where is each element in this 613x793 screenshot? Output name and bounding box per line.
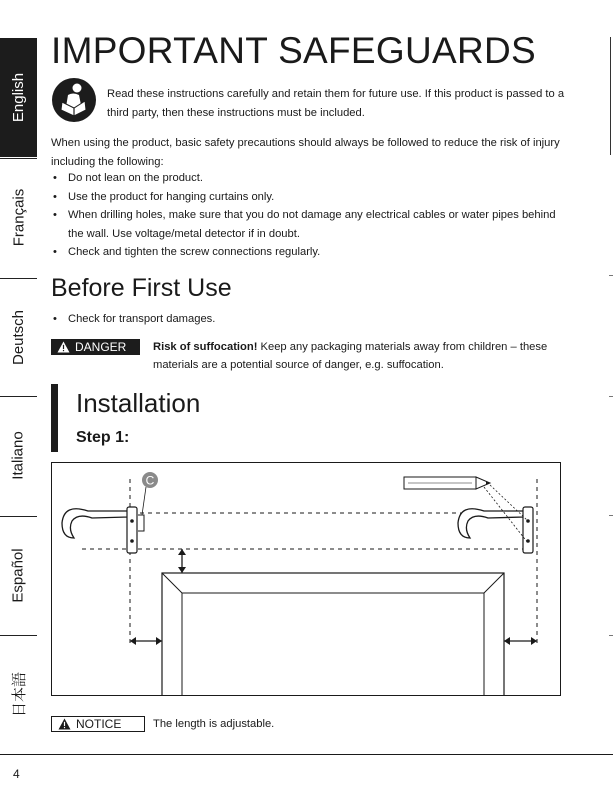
lang-tab-espanol[interactable] <box>0 516 37 635</box>
page-edge-tick <box>609 396 613 397</box>
page-title: IMPORTANT SAFEGUARDS <box>51 30 537 71</box>
leader-line <box>142 487 146 515</box>
installation-illustration <box>52 463 561 696</box>
lang-tab-label: Italiano <box>10 431 27 480</box>
lang-tab-francais[interactable] <box>0 158 37 277</box>
lang-tab-english[interactable] <box>0 38 37 157</box>
safety-intro: When using the product, basic safety precautions should always be followed to reduce the risk of injury including the following: <box>51 137 560 168</box>
step-heading: Step 1: <box>76 429 130 446</box>
part-label-text: C <box>145 473 155 488</box>
right-width-arrow <box>504 637 537 645</box>
danger-badge <box>51 339 140 355</box>
window-frame <box>162 573 504 696</box>
section-heading-before-first-use: Before First Use <box>51 274 232 302</box>
lang-tab-label: English <box>10 72 28 123</box>
before-first-use-list <box>51 310 551 329</box>
danger-title: Risk of suffocation! <box>153 341 258 353</box>
lang-tab-label: Deutsch <box>10 309 27 366</box>
list-item: • Use the product for hanging curtains only. <box>51 188 566 207</box>
section-accent-bar <box>51 384 58 452</box>
page-edge-tick <box>609 275 613 276</box>
page-edge-mark <box>610 37 611 155</box>
installation-diagram <box>51 462 561 696</box>
pencil-icon <box>404 477 490 489</box>
lang-tab-label: 日本語 <box>11 671 29 718</box>
lang-tab-label: Español <box>10 548 27 603</box>
danger-body: Keep any packaging materials away from children – these materials are a potential source of danger, e.g. suffocation. <box>153 341 548 371</box>
danger-text <box>153 338 565 374</box>
right-bracket <box>458 507 533 553</box>
height-arrow <box>178 549 186 573</box>
left-bracket <box>62 507 144 553</box>
lang-tab-japanese[interactable] <box>0 635 37 754</box>
page-edge-tick <box>609 515 613 516</box>
notice-text: The length is adjustable. <box>153 718 275 730</box>
danger-label: DANGER <box>75 340 127 354</box>
left-width-arrow <box>130 637 162 645</box>
warning-triangle-icon <box>57 341 70 353</box>
list-item: • Do not lean on the product. <box>51 169 566 188</box>
lang-tab-deutsch[interactable] <box>0 278 37 397</box>
warning-triangle-icon <box>58 718 71 730</box>
section-heading-installation: Installation <box>76 388 201 418</box>
page-number: 4 <box>13 767 20 781</box>
intro-text: Read these instructions carefully and retain them for future use. If this product is passed to a third party, then these instructions must be included. <box>107 88 565 119</box>
list-item: • Check and tighten the screw connections regularly. <box>51 243 566 262</box>
safety-list <box>51 169 566 262</box>
page-edge-tick <box>609 635 613 636</box>
read-manual-icon <box>52 78 96 122</box>
lang-tab-label: Français <box>10 188 27 247</box>
notice-label: NOTICE <box>76 717 122 731</box>
list-item: • When drilling holes, make sure that you do not damage any electrical cables or water pipes behind the wall. Use voltage/metal detector if in doubt. <box>51 206 566 243</box>
list-item: • Check for transport damages. <box>51 310 551 329</box>
notice-badge <box>51 716 145 732</box>
footer-divider <box>0 754 613 755</box>
lang-tab-italiano[interactable] <box>0 396 37 515</box>
